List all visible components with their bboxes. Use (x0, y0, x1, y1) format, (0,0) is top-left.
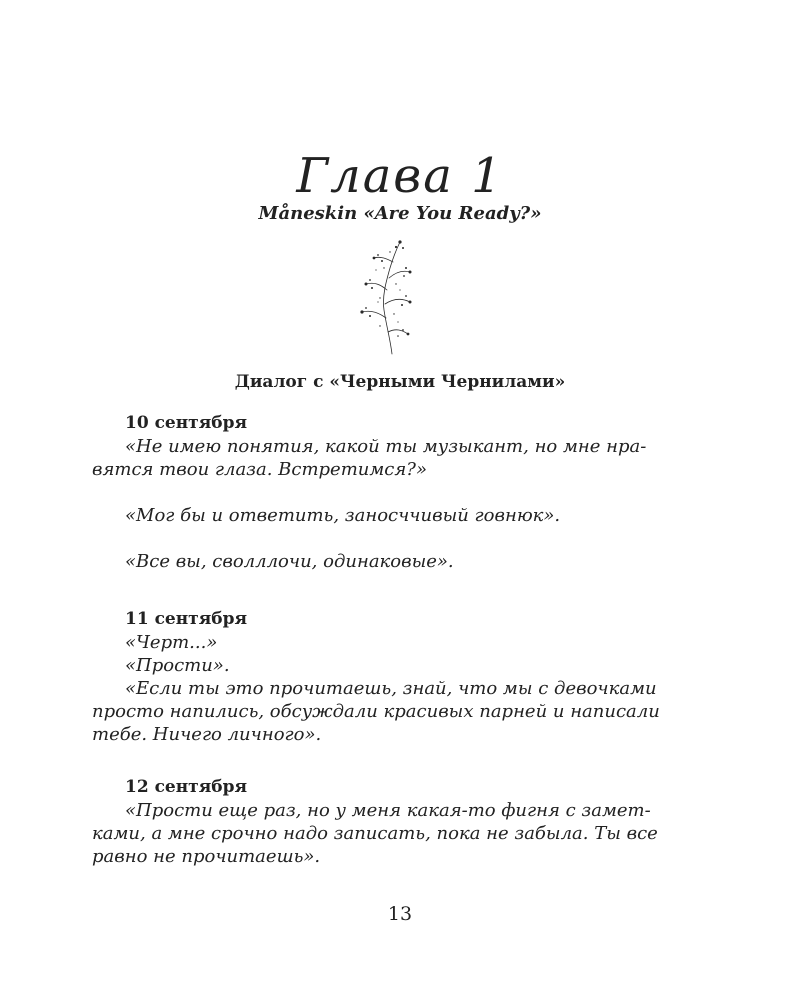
diary-entry (92, 608, 692, 746)
entry-line: ками, а мне срочно надо записать, пока не забыла. Ты все (92, 823, 658, 844)
entry-line: «Не имею понятия, какой ты музыкант, но мне нра- (125, 436, 647, 457)
entry-line: «Прости». (125, 655, 230, 676)
entry-date: 11 сентября (125, 609, 248, 629)
entry-line: «Прости еще раз, но у меня какая-то фигня с замет- (125, 800, 651, 821)
entry-line: тебе. Ничего личного». (92, 724, 322, 745)
entry-line: вятся твои глаза. Встретимся?» (92, 459, 427, 480)
entry-line: «Все вы, сволллочи, одинаковые». (125, 551, 454, 572)
chapter-title: Глава 1 (296, 148, 504, 204)
floral-sprig-icon (340, 238, 440, 356)
entry-line: «Если ты это прочитаешь, знай, что мы с девочками (125, 678, 657, 699)
entry-date: 10 сентября (125, 413, 248, 433)
page-number: 13 (387, 903, 413, 925)
entry-line (92, 527, 692, 550)
entry-line: «Мог бы и ответить, заносччивый говнюк». (125, 505, 561, 526)
entry-line (92, 481, 692, 504)
entry-date: 12 сентября (125, 777, 248, 797)
entry-line: «Черт...» (125, 632, 218, 653)
entry-line: равно не прочитаешь». (92, 846, 321, 867)
chapter-subtitle: Måneskin «Are You Ready?» (258, 203, 542, 224)
section-heading: Диалог с «Черными Чернилами» (234, 372, 566, 392)
entry-line: просто напились, обсуждали красивых парней и написали (92, 701, 660, 722)
diary-entry (92, 776, 692, 868)
diary-entry (92, 412, 692, 573)
